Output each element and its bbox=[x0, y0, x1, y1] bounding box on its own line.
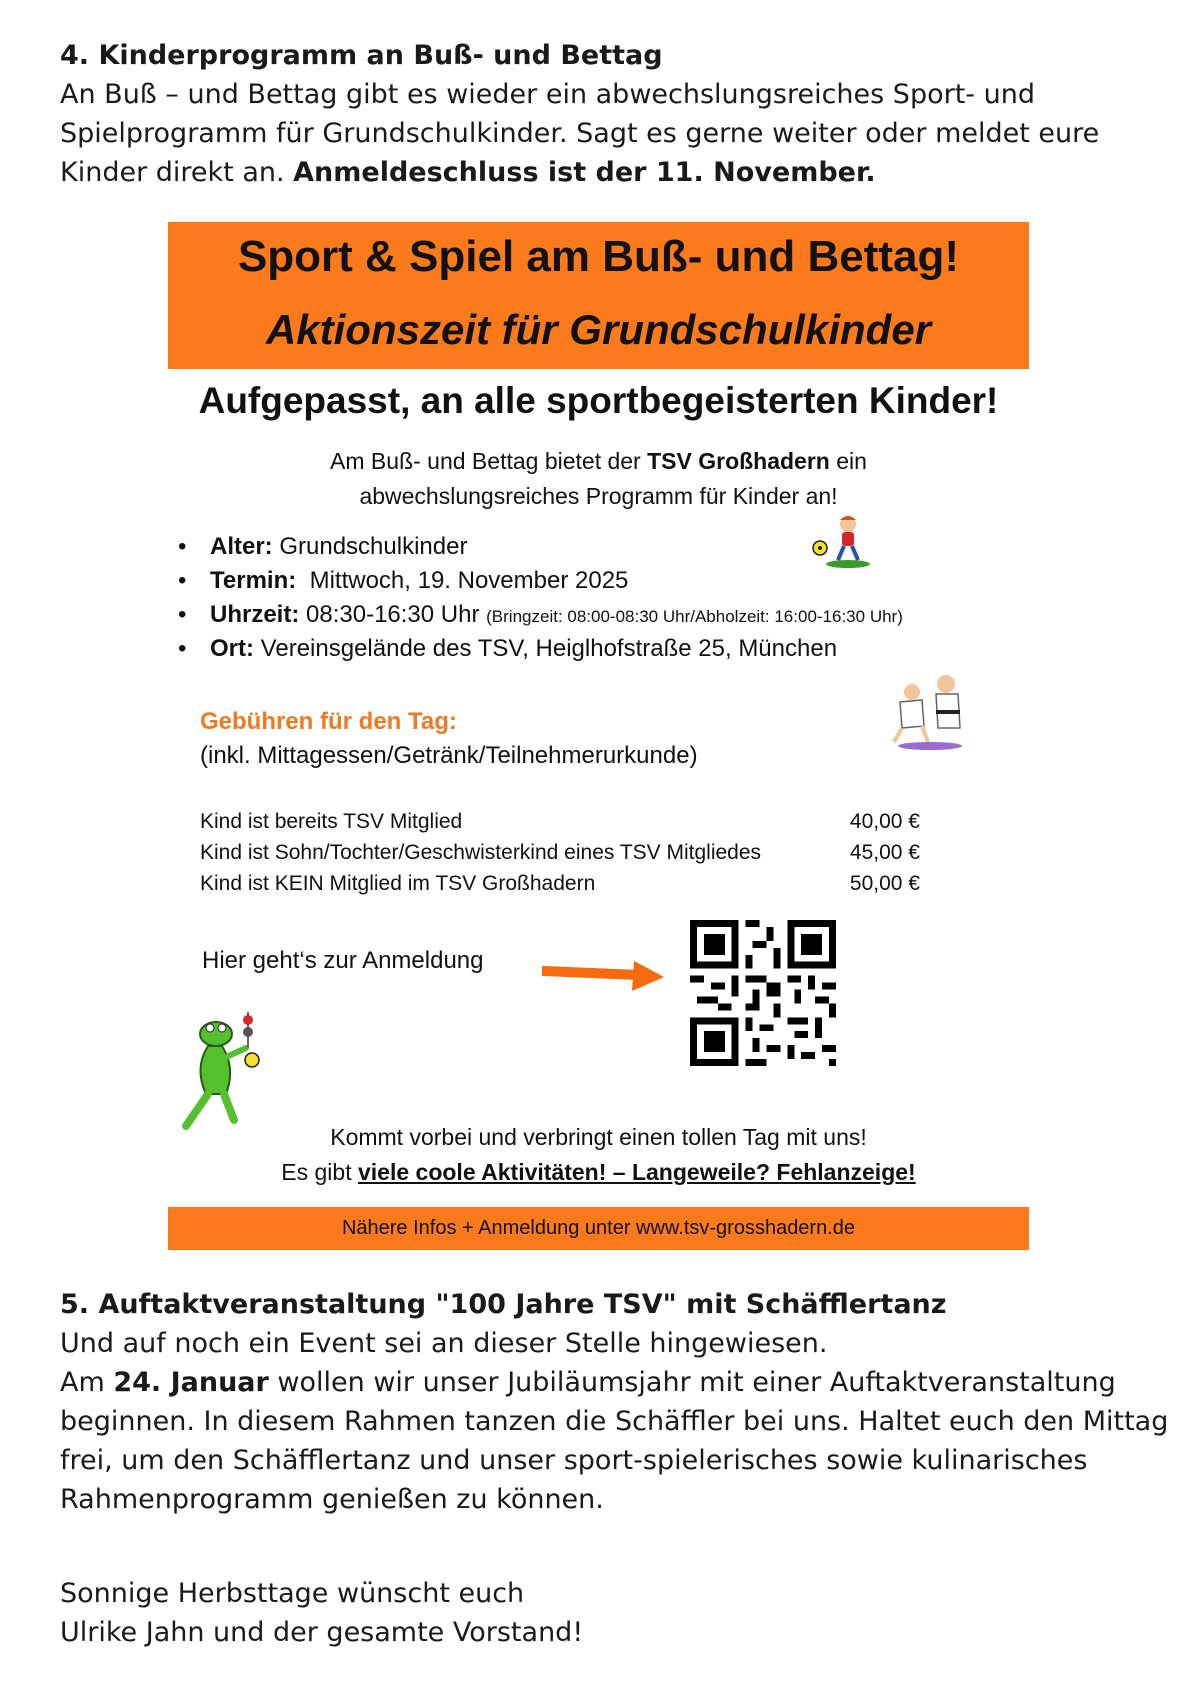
flyer-footer-bar: Nähere Infos + Anmeldung unter www.tsv-grosshadern.de bbox=[168, 1207, 1029, 1250]
fee-row bbox=[200, 806, 920, 837]
fee-label: Kind ist Sohn/Tochter/Geschwisterkind eines TSV Mitgliedes bbox=[200, 841, 762, 864]
event-details-list bbox=[174, 530, 1034, 666]
fees-table bbox=[200, 806, 920, 899]
closing-line2-text: Es gibt bbox=[281, 1159, 358, 1185]
flyer-headline: Aufgepasst, an alle sportbegeisterten Kinder! bbox=[198, 380, 999, 421]
judo-illustration bbox=[888, 666, 974, 752]
intro-text-b: ein bbox=[829, 448, 867, 474]
detail-age bbox=[174, 530, 1034, 564]
fee-label: Kind ist KEIN Mitglied im TSV Großhadern bbox=[200, 872, 596, 895]
fee-row bbox=[200, 837, 920, 868]
detail-label: Uhrzeit: bbox=[210, 601, 300, 628]
club-name: TSV Großhadern bbox=[647, 448, 830, 474]
flyer-banner bbox=[168, 222, 1029, 369]
intro-text-line2: abwechslungsreiches Programm für Kinder an! bbox=[359, 483, 838, 509]
fees-note: (inkl. Mittagessen/Getränk/Teilnehmerurkunde) bbox=[200, 742, 698, 769]
fee-price: 50,00 € bbox=[849, 872, 920, 895]
detail-label: Termin: bbox=[210, 567, 297, 594]
event-date: 24. Januar bbox=[113, 1367, 269, 1398]
soccer-kid-illustration bbox=[808, 512, 872, 568]
fee-row bbox=[200, 868, 920, 899]
fee-price: 40,00 € bbox=[849, 810, 920, 833]
detail-value: Grundschulkinder bbox=[272, 533, 468, 560]
section-5-text-a: Am bbox=[60, 1367, 114, 1398]
detail-time bbox=[174, 598, 1034, 632]
banner-subtitle: Aktionszeit für Grundschulkinder bbox=[265, 306, 932, 353]
section-4-paragraph bbox=[60, 75, 1170, 192]
greeting-line1: Sonnige Herbsttage wünscht euch bbox=[60, 1578, 525, 1609]
bullet-icon: • bbox=[178, 601, 187, 628]
section-5-paragraph bbox=[60, 1363, 1170, 1519]
flyer-closing bbox=[168, 1120, 1029, 1190]
intro-text-a: Am Buß- und Bettag bietet der bbox=[330, 448, 648, 474]
section-4-text: An Buß – und Bettag gibt es wieder ein abwechslungsreiches Sport- und Spielprogramm für Grundschulkinder. Sagt es gerne weiter oder meldet eure Kinder direkt an. bbox=[60, 79, 1100, 188]
detail-value: 08:30-16:30 Uhr bbox=[299, 601, 487, 628]
detail-label: Ort: bbox=[210, 635, 254, 662]
signup-prompt: Hier geht‘s zur Anmeldung bbox=[202, 947, 484, 974]
bullet-icon: • bbox=[178, 533, 187, 560]
frog-mascot-illustration bbox=[178, 1008, 264, 1132]
registration-qr-code[interactable] bbox=[690, 920, 836, 1066]
section-4 bbox=[60, 36, 1170, 192]
fee-price: 45,00 € bbox=[849, 841, 920, 864]
closing-greeting bbox=[60, 1574, 1170, 1652]
section-4-heading: 4. Kinderprogramm an Buß- und Bettag bbox=[60, 40, 663, 71]
section-5 bbox=[60, 1285, 1170, 1519]
event-flyer bbox=[168, 222, 1029, 1250]
registration-deadline: Anmeldeschluss ist der 11. November. bbox=[293, 157, 876, 188]
greeting-signature: Ulrike Jahn und der gesamte Vorstand! bbox=[60, 1617, 584, 1648]
detail-date bbox=[174, 564, 1034, 598]
flyer-intro bbox=[168, 444, 1029, 514]
arrow-right-icon bbox=[542, 957, 666, 993]
section-5-text-b: wollen wir unser Jubiläumsjahr mit einer Auftaktveranstaltung beginnen. In diesem Rahmen tanzen die Schäffler bei uns. Haltet euch den Mittag frei, um den Schäfflertanz und unser sport-spielerisches sowie kulinarisches Rahmenprogramm genießen zu können. bbox=[60, 1367, 1169, 1515]
detail-value: Vereinsgelände des TSV, Heiglhofstraße 25, München bbox=[254, 635, 838, 662]
detail-value: Mittwoch, 19. November 2025 bbox=[296, 567, 629, 594]
bullet-icon: • bbox=[178, 635, 187, 662]
banner-title: Sport & Spiel am Buß- und Bettag! bbox=[237, 232, 960, 281]
section-5-heading: 5. Auftaktveranstaltung "100 Jahre TSV" mit Schäfflertanz bbox=[60, 1289, 947, 1320]
fees-title: Gebühren für den Tag: bbox=[200, 708, 457, 735]
closing-line1: Kommt vorbei und verbringt einen tollen Tag mit uns! bbox=[330, 1124, 867, 1150]
fee-label: Kind ist bereits TSV Mitglied bbox=[200, 810, 463, 833]
bullet-icon: • bbox=[178, 567, 187, 594]
section-5-line1: Und auf noch ein Event sei an dieser Stelle hingewiesen. bbox=[60, 1328, 828, 1359]
closing-highlight: viele coole Aktivitäten! – Langeweile? Fehlanzeige! bbox=[358, 1159, 916, 1185]
detail-note: (Bringzeit: 08:00-08:30 Uhr/Abholzeit: 16:00-16:30 Uhr) bbox=[486, 607, 903, 626]
detail-location bbox=[174, 632, 1034, 666]
detail-label: Alter: bbox=[210, 533, 273, 560]
